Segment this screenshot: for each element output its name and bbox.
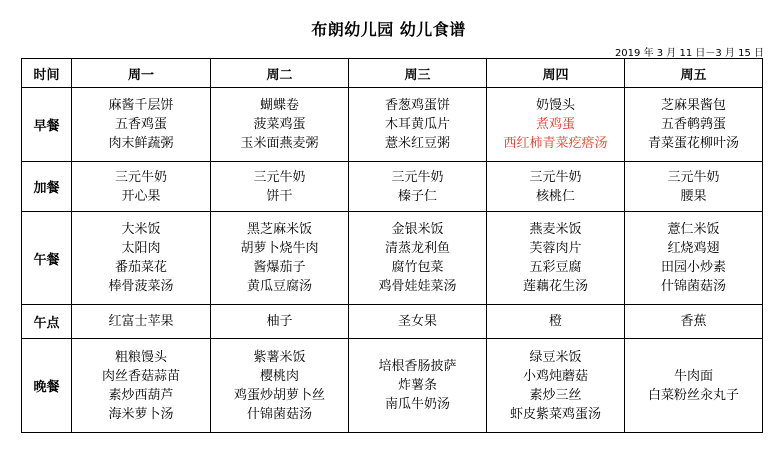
menu-items xyxy=(625,367,762,405)
menu-item: 鸡骨娃娃菜汤 xyxy=(378,279,457,294)
menu-item: 黄瓜豆腐汤 xyxy=(246,279,312,294)
menu-item: 什锦菌菇汤 xyxy=(660,279,726,294)
menu-items xyxy=(487,348,624,424)
menu-item: 木耳黄瓜片 xyxy=(384,117,450,132)
menu-item: 粗粮馒头 xyxy=(114,349,167,365)
menu-cell-friday xyxy=(625,88,763,162)
menu-item: 西红柿青菜疙瘩汤 xyxy=(503,136,608,151)
menu-item: 开心果 xyxy=(121,188,161,204)
menu-item: 薏仁米饭 xyxy=(667,222,720,237)
menu-cell-friday xyxy=(625,305,763,339)
menu-item: 橙 xyxy=(548,314,562,329)
menu-item: 奶馒头 xyxy=(535,98,575,113)
menu-item: 小鸡炖蘑菇 xyxy=(522,368,588,384)
menu-item: 番茄菜花 xyxy=(114,260,167,275)
menu-item: 紫薯米饭 xyxy=(253,349,306,365)
menu-item: 肉末鲜蔬粥 xyxy=(108,136,174,151)
menu-item: 酱爆茄子 xyxy=(253,260,306,275)
menu-items xyxy=(72,168,210,206)
menu-items xyxy=(349,357,486,414)
menu-cell-tuesday xyxy=(211,339,349,433)
menu-item: 饼干 xyxy=(266,188,293,204)
menu-item: 三元牛奶 xyxy=(667,169,720,185)
menu-cell-monday xyxy=(72,88,211,162)
menu-item: 牛肉面 xyxy=(673,368,713,384)
menu-cell-friday xyxy=(625,162,763,212)
menu-cell-wednesday xyxy=(349,88,487,162)
menu-item: 玉米面燕麦粥 xyxy=(240,136,319,151)
menu-items xyxy=(349,312,486,331)
menu-cell-thursday xyxy=(487,162,625,212)
menu-cell-wednesday xyxy=(349,212,487,305)
menu-cell-wednesday xyxy=(349,305,487,339)
menu-items xyxy=(211,348,348,424)
menu-item: 南瓜牛奶汤 xyxy=(384,397,450,412)
menu-cell-thursday xyxy=(487,212,625,305)
menu-items xyxy=(72,96,210,153)
header-time: 时间 xyxy=(22,59,72,88)
menu-item: 腰果 xyxy=(680,188,707,204)
header-monday: 周一 xyxy=(72,59,211,88)
menu-cell-wednesday xyxy=(349,162,487,212)
menu-items xyxy=(211,220,348,296)
menu-item: 虾皮紫菜鸡蛋汤 xyxy=(509,406,601,422)
header-tuesday: 周二 xyxy=(211,59,349,88)
menu-item: 香蕉 xyxy=(680,314,707,329)
header-row xyxy=(22,59,763,88)
menu-cell-monday xyxy=(72,162,211,212)
meal-label: 晚餐 xyxy=(22,339,72,433)
menu-item: 黑芝麻米饭 xyxy=(246,222,312,237)
date-range: 2019 年 3 月 11 日－3 月 15 日 xyxy=(614,48,764,59)
menu-item: 三元牛奶 xyxy=(114,169,167,185)
menu-item: 棒骨菠菜汤 xyxy=(108,279,174,294)
menu-item: 蝴蝶卷 xyxy=(259,98,299,113)
menu-item: 三元牛奶 xyxy=(253,169,306,185)
menu-item: 燕麦米饭 xyxy=(529,222,582,237)
menu-item: 素炒三丝 xyxy=(529,387,582,403)
menu-item: 五彩豆腐 xyxy=(529,260,582,275)
header-wednesday: 周三 xyxy=(349,59,487,88)
meal-label: 午点 xyxy=(22,305,72,339)
menu-items xyxy=(625,312,762,331)
menu-items xyxy=(349,96,486,153)
menu-item: 素炒西葫芦 xyxy=(108,387,174,403)
menu-items xyxy=(349,168,486,206)
menu-item: 大米饭 xyxy=(121,222,161,237)
menu-item: 青菜蛋花柳叶汤 xyxy=(647,136,739,151)
menu-item: 金银米饭 xyxy=(391,222,444,237)
menu-item: 柚子 xyxy=(266,314,293,329)
menu-item: 红富士苹果 xyxy=(108,314,174,329)
menu-item: 樱桃肉 xyxy=(259,368,299,384)
menu-cell-monday xyxy=(72,305,211,339)
menu-items xyxy=(487,220,624,296)
menu-cell-thursday xyxy=(487,339,625,433)
menu-items xyxy=(72,220,210,296)
menu-item: 培根香肠披萨 xyxy=(378,359,457,374)
menu-cell-friday xyxy=(625,339,763,433)
menu-cell-tuesday xyxy=(211,305,349,339)
menu-item: 白菜粉丝汆丸子 xyxy=(647,387,739,403)
menu-item: 圣女果 xyxy=(397,314,437,329)
menu-item: 太阳肉 xyxy=(121,241,161,256)
menu-body xyxy=(22,88,763,433)
menu-item: 三元牛奶 xyxy=(391,169,444,185)
menu-items xyxy=(72,312,210,331)
menu-cell-thursday xyxy=(487,88,625,162)
menu-cell-monday xyxy=(72,212,211,305)
menu-item: 核桃仁 xyxy=(535,188,575,204)
menu-item: 芙蓉肉片 xyxy=(529,241,582,256)
menu-cell-tuesday xyxy=(211,88,349,162)
menu-item: 榛子仁 xyxy=(397,188,437,204)
menu-cell-thursday xyxy=(487,305,625,339)
menu-items xyxy=(349,220,486,296)
menu-item: 煮鸡蛋 xyxy=(535,117,575,132)
menu-items xyxy=(625,96,762,153)
menu-item: 芝麻果酱包 xyxy=(660,98,726,113)
menu-item: 香葱鸡蛋饼 xyxy=(384,98,450,113)
menu-item: 什锦菌菇汤 xyxy=(246,406,312,422)
header-friday: 周五 xyxy=(625,59,763,88)
header-thursday: 周四 xyxy=(487,59,625,88)
meal-label: 午餐 xyxy=(22,212,72,305)
menu-items xyxy=(487,96,624,153)
menu-item: 海米萝卜汤 xyxy=(108,406,174,422)
menu-items xyxy=(487,312,624,331)
menu-items xyxy=(211,312,348,331)
meal-label: 早餐 xyxy=(22,88,72,162)
menu-item: 五香鸡蛋 xyxy=(114,117,167,132)
menu-item: 薏米红豆粥 xyxy=(384,136,450,151)
menu-items xyxy=(487,168,624,206)
menu-cell-tuesday xyxy=(211,162,349,212)
meal-row-breakfast xyxy=(22,88,763,162)
menu-items xyxy=(211,96,348,153)
meal-row-morning-snack xyxy=(22,162,763,212)
menu-item: 肉丝香菇蒜苗 xyxy=(101,368,180,384)
menu-cell-friday xyxy=(625,212,763,305)
menu-item: 五香鹌鹑蛋 xyxy=(660,117,726,132)
meal-row-afternoon-snack xyxy=(22,305,763,339)
menu-item: 腐竹包菜 xyxy=(391,260,444,275)
menu-item: 红烧鸡翅 xyxy=(667,241,720,256)
menu-cell-tuesday xyxy=(211,212,349,305)
meal-label: 加餐 xyxy=(22,162,72,212)
menu-item: 鸡蛋炒胡萝卜丝 xyxy=(233,387,325,403)
menu-item: 炸薯条 xyxy=(397,378,437,393)
menu-item: 清蒸龙利鱼 xyxy=(384,241,450,256)
menu-items xyxy=(625,168,762,206)
menu-items xyxy=(211,168,348,206)
menu-item: 胡萝卜烧牛肉 xyxy=(240,241,319,256)
menu-item: 莲藕花生汤 xyxy=(522,279,588,294)
page-title: 布朗幼儿园 幼儿食谱 xyxy=(311,20,466,39)
menu-item: 绿豆米饭 xyxy=(529,349,582,365)
menu-item: 麻酱千层饼 xyxy=(108,98,174,113)
menu-item: 田园小炒素 xyxy=(660,260,726,275)
meal-row-lunch xyxy=(22,212,763,305)
meal-row-dinner xyxy=(22,339,763,433)
menu-item: 三元牛奶 xyxy=(529,169,582,185)
menu-items xyxy=(625,220,762,296)
menu-cell-wednesday xyxy=(349,339,487,433)
menu-table xyxy=(21,58,763,433)
menu-cell-monday xyxy=(72,339,211,433)
menu-item: 菠菜鸡蛋 xyxy=(253,117,306,132)
menu-items xyxy=(72,348,210,424)
